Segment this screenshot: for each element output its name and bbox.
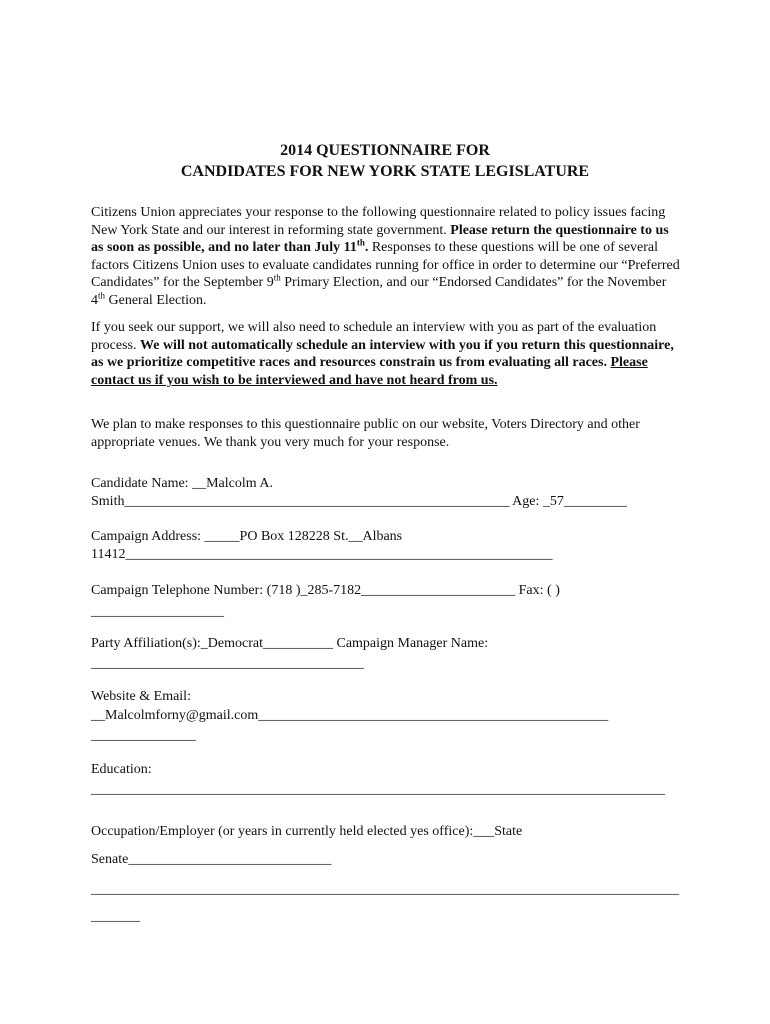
party-affiliation-field[interactable]: Party Affiliation(s):_Democrat__________ Campaign Manager Name:	[91, 636, 489, 651]
campaign-address-field[interactable]: Campaign Address: _____PO Box 128228 St.__Albans	[91, 529, 403, 544]
intro-text: Primary Election, and our “Endorsed Candidates” for the November 4	[91, 275, 667, 308]
website-email-field-continued[interactable]: _______________	[91, 728, 196, 743]
intro-paragraph-2	[91, 319, 681, 389]
campaign-telephone-field[interactable]: Campaign Telephone Number: (718 )_285-7182______________________ Fax: ( )	[91, 583, 560, 598]
campaign-manager-field[interactable]: _______________________________________	[91, 656, 364, 671]
superscript: th	[273, 272, 281, 283]
intro-paragraph-1	[91, 204, 681, 310]
occupation-field[interactable]: Occupation/Employer (or years in currently held elected yes office):___State	[91, 824, 523, 839]
contact-notice: Please contact us if you wish to be interviewed and have not heard from us.	[91, 355, 648, 388]
return-deadline-text: Please return the questionnaire to us as soon as possible, and no later than July 11th.	[91, 222, 669, 256]
title-line-1: 2014 QUESTIONNAIRE FOR	[280, 142, 490, 159]
occupation-blank-line-end[interactable]: _______	[91, 909, 140, 924]
fax-field[interactable]: ___________________	[91, 604, 224, 619]
candidate-name-field[interactable]: Candidate Name: __Malcolm A.	[91, 476, 273, 491]
occupation-field-continued[interactable]: Senate_____________________________	[91, 852, 332, 867]
candidate-name-age-field[interactable]: Smith_______________________________________________________ Age: _57_________	[91, 494, 627, 509]
occupation-blank-line[interactable]: ____________________________________________________________________________________	[91, 882, 679, 897]
intro-paragraph-3: We plan to make responses to this questionnaire public on our website, Voters Directory and other appropriate venues. We thank you very much for your response.	[91, 417, 640, 450]
interview-text: If you seek our support, we will also need to schedule an interview with you as part of the evaluation process.	[91, 320, 657, 353]
intro-text: General Election.	[105, 292, 207, 308]
intro-text: Citizens Union appreciates your response to the following questionnaire related to policy issues facing New York State and our interest in reforming state government.	[91, 205, 666, 238]
website-email-field[interactable]: __Malcolmforny@gmail.com__________________________________________________	[91, 708, 609, 723]
title-line-2: CANDIDATES FOR NEW YORK STATE LEGISLATURE	[180, 163, 590, 180]
education-field[interactable]: __________________________________________________________________________________	[91, 782, 665, 797]
intro-text: Responses to these questions will be one of several factors Citizens Union uses to evaluate candidates running for office in order to determine our “Preferred Candidates” for the September 9	[91, 240, 680, 291]
campaign-address-zip-field[interactable]: 11412_____________________________________________________________	[91, 547, 553, 562]
interview-notice-bold: We will not automatically schedule an interview with you if you return this questionnaire, as we prioritize competitive races and resources constrain us from evaluating all races.	[91, 337, 674, 371]
superscript: th	[98, 290, 106, 301]
website-email-label: Website & Email:	[91, 689, 191, 704]
education-label: Education:	[91, 762, 152, 777]
